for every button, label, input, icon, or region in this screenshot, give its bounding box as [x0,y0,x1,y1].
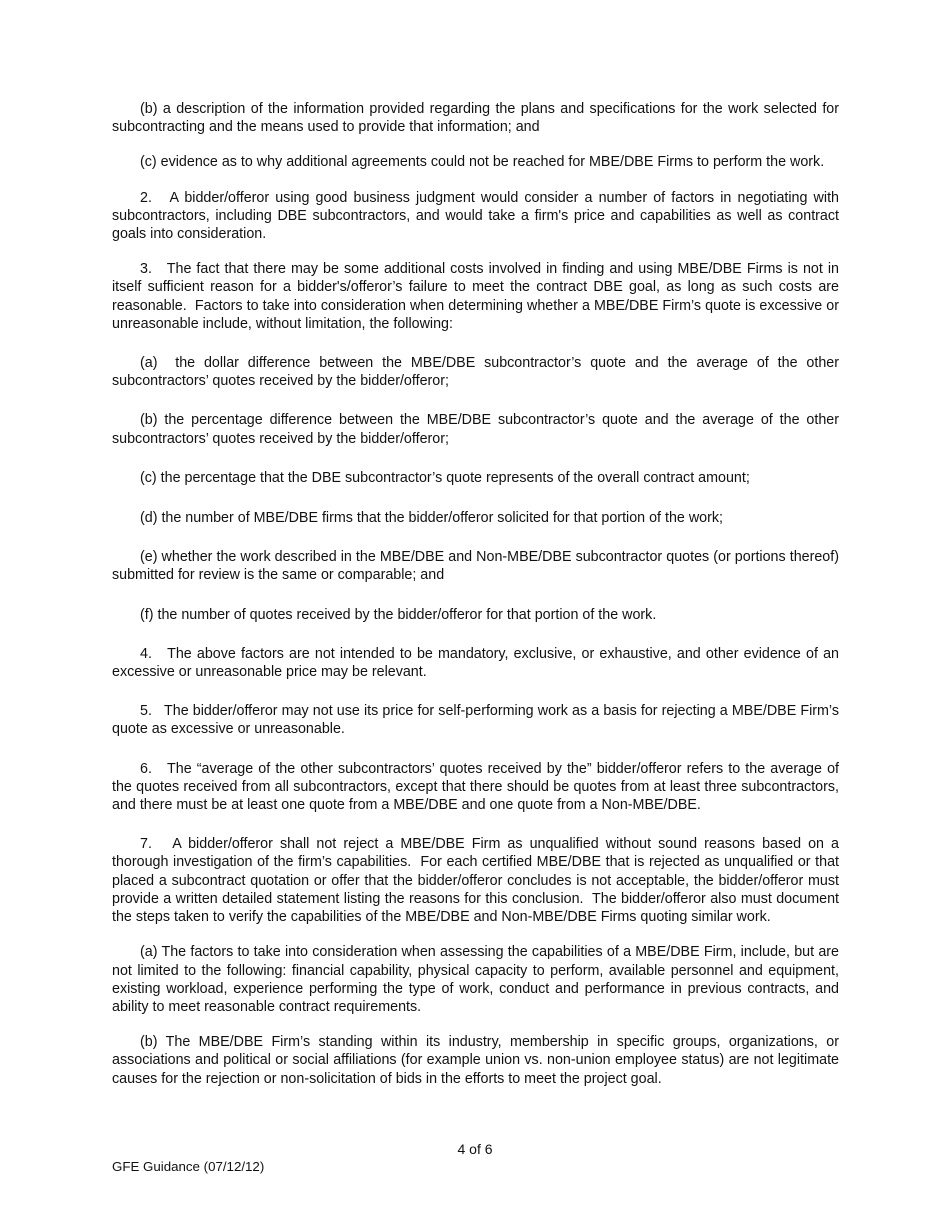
paragraph: 3. The fact that there may be some additional costs involved in finding and using MBE/DBE Firms is not in itself sufficient reason for a bidder's/offeror’s failure to meet the contract DBE goal, as long as such costs are reasonable. Factors to take into consideration when determining whether a MBE/DBE Firm’s quote is excessive or unreasonable include, without limitation, the following: [112,261,839,332]
paragraph: 7. A bidder/offeror shall not reject a MBE/DBE Firm as unqualified without sound reasons based on a thorough investigation of the firm’s capabilities. For each certified MBE/DBE that is rejected as unqualified or that placed a subcontract quotation or offer that the bidder/offeror concludes is not acceptable, the bidder/offeror must provide a written detailed statement listing the reasons for this conclusion. The bidder/offeror also must document the steps taken to verify the capabilities of the MBE/DBE and Non-MBE/DBE Firms quoting similar work. [112,836,839,926]
paragraph: (a) The factors to take into consideration when assessing the capabilities of a MBE/DBE Firm, include, but are not limited to the following: financial capability, physical capacity to perform, available personnel and equipment, existing workload, experience performing the type of work, conduct and performance in previous contracts, and ability to meet reasonable contract requirements. [112,944,839,1015]
paragraph: (b) a description of the information provided regarding the plans and specifications for the work selected for subcontracting and the means used to provide that information; and [112,101,839,136]
paragraph: 2. A bidder/offeror using good business judgment would consider a number of factors in negotiating with subcontractors, including DBE subcontractors, and would take a firm's price and capabilities as well as contract goals into consideration. [112,189,839,243]
paragraph: (b) The MBE/DBE Firm’s standing within its industry, membership in specific groups, organizations, or associations and political or social affiliations (for example union vs. non-union employee status) are not legitimate causes for the rejection or non-solicitation of bids in the efforts to meet the project goal. [112,1034,839,1087]
paragraph: 5. The bidder/offeror may not use its price for self-performing work as a basis for rejecting a MBE/DBE Firm’s quote as excessive or unreasonable. [112,703,839,738]
paragraph: (c) evidence as to why additional agreements could not be reached for MBE/DBE Firms to perform the work. [140,154,825,171]
paragraph: (a) the dollar difference between the MBE/DBE subcontractor’s quote and the average of the other subcontractors’ quotes received by the bidder/offeror; [112,355,839,390]
paragraph: (c) the percentage that the DBE subcontractor’s quote represents of the overall contract amount; [140,469,750,486]
paragraph: 4. The above factors are not intended to be mandatory, exclusive, or exhaustive, and other evidence of an excessive or unreasonable price may be relevant. [112,645,839,681]
document-body [112,100,839,1088]
paragraph: 6. The “average of the other subcontractors’ quotes received by the” bidder/offeror refers to the average of the quotes received from all subcontractors, except that there should be quotes from at least three subcontractors, and there must be at least one quote from a MBE/DBE and one quote from a Non-MBE/DBE. [112,760,839,814]
paragraph: (b) the percentage difference between the MBE/DBE subcontractor’s quote and the average of the other subcontractors’ quotes received by the bidder/offeror; [112,412,839,447]
paragraph: (d) the number of MBE/DBE firms that the bidder/offeror solicited for that portion of the work; [140,510,723,527]
paragraph: (f) the number of quotes received by the bidder/offeror for that portion of the work. [140,606,657,623]
footer-doc-label: GFE Guidance (07/12/12) [112,1159,265,1174]
page-number: 4 of 6 [457,1141,493,1157]
paragraph: (e) whether the work described in the MBE/DBE and Non-MBE/DBE subcontractor quotes (or portions thereof) submitted for review is the same or comparable; and [112,549,839,584]
